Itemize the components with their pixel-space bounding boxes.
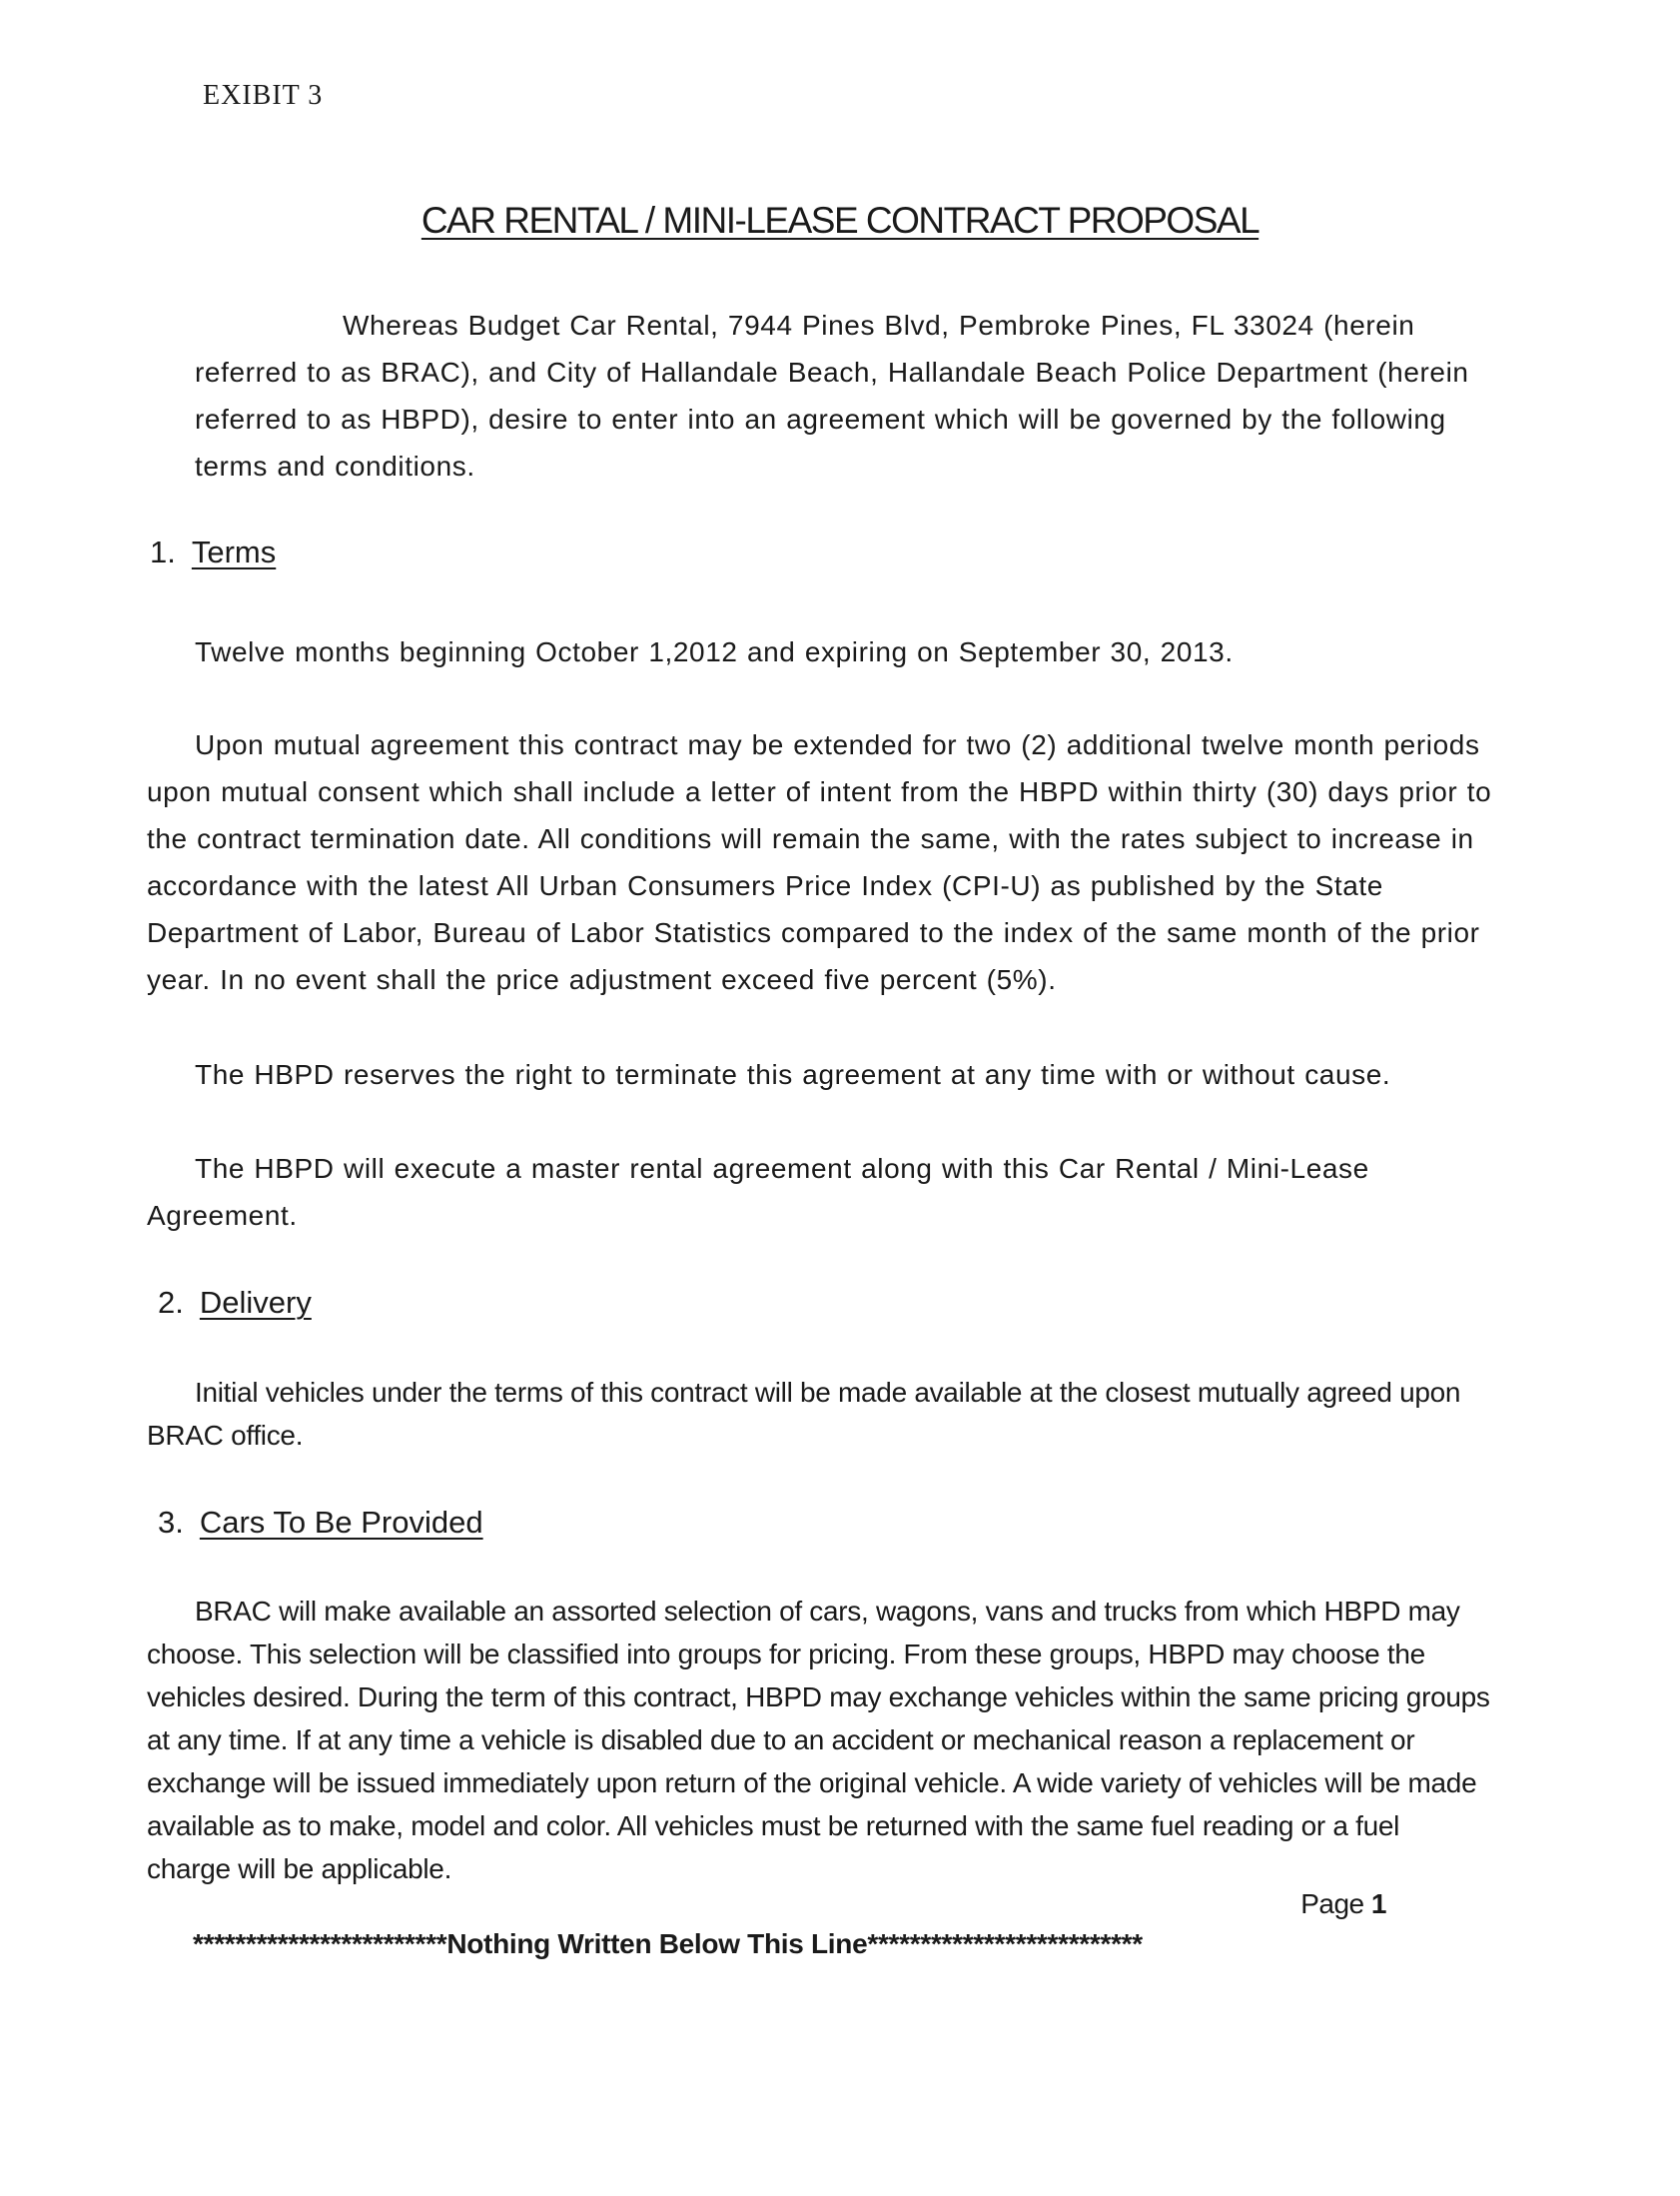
section-title: Terms (191, 535, 277, 569)
section-title: Delivery (199, 1285, 312, 1320)
section-heading-terms (150, 535, 276, 570)
section-number: 3. (158, 1505, 184, 1540)
intro-paragraph: Whereas Budget Car Rental, 7944 Pines Blvd, Pembroke Pines, FL 33024 (herein referred to as BRAC), and City of Hallandale Beach, Hallandale Beach Police Department (herein referred to as HBPD), desire to enter into an agreement which will be governed by the following terms and conditions. (195, 310, 1469, 482)
terms-paragraph-extension: Upon mutual agreement this contract may be extended for two (2) additional twelve month periods upon mutual consent which shall include a letter of intent from the HBPD within thirty (30) days prior to the contract termination date. All conditions will remain the same, with the rates subject to increase in accordance with the latest All Urban Consumers Price Index (CPI-U) as published by the State Department of Labor, Bureau of Labor Statistics compared to the index of the same month of the prior year. In no event shall the price adjustment exceed five percent (5%). (147, 729, 1492, 995)
delivery-paragraph: Initial vehicles under the terms of this contract will be made available at the closest mutually agreed upon BRAC office. (147, 1377, 1461, 1451)
section-number: 1. (150, 535, 176, 569)
section-heading-delivery (158, 1285, 312, 1321)
section-heading-cars (158, 1505, 483, 1541)
nothing-below-line: ************************Nothing Written Below This Line************************** (193, 1928, 1143, 1959)
terms-paragraph-master-agreement: The HBPD will execute a master rental agreement along with this Car Rental / Mini-Lease Agreement. (147, 1153, 1369, 1231)
section-title: Cars To Be Provided (199, 1505, 483, 1540)
exhibit-label: EXIBIT 3 (203, 80, 324, 111)
page-label: Page (1300, 1888, 1364, 1919)
cars-paragraph: BRAC will make available an assorted selection of cars, wagons, vans and trucks from which HBPD may choose. This selection will be classified into groups for pricing. From these groups, HBPD may choose the vehicles desired. During the term of this contract, HBPD may exchange vehicles within the same pricing groups at any time. If at any time a vehicle is disabled due to an accident or mechanical reason a replacement or exchange will be issued immediately upon return of the original vehicle. A wide variety of vehicles will be made available as to make, model and color. All vehicles must be returned with the same fuel reading or a fuel charge will be applicable. (147, 1596, 1490, 1884)
page-number-value: 1 (1370, 1888, 1386, 1919)
section-number: 2. (158, 1285, 184, 1320)
document-title: CAR RENTAL / MINI-LEASE CONTRACT PROPOSAL (420, 200, 1260, 241)
terms-paragraph-termination: The HBPD reserves the right to terminate this agreement at any time with or without cause. (195, 1059, 1391, 1090)
page-number (1199, 1888, 1386, 1920)
terms-paragraph-duration: Twelve months beginning October 1,2012 and expiring on September 30, 2013. (195, 636, 1234, 667)
